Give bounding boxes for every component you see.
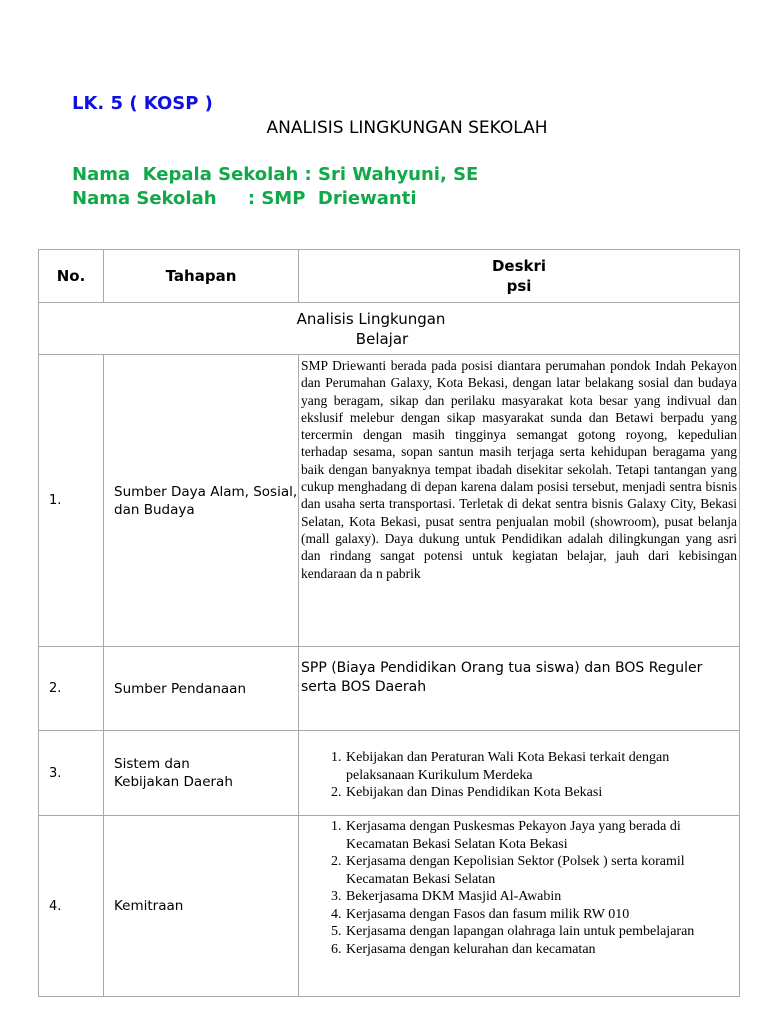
list-item: 2. Kebijakan dan Dinas Pendidikan Kota Bekasi xyxy=(345,784,739,802)
header-no: No. xyxy=(39,250,104,303)
row-tahapan: Kemitraan xyxy=(104,816,299,997)
school-name: Nama Sekolah : SMP Driewanti xyxy=(72,188,417,209)
list-item: 3. Bekerjasama DKM Masjid Al-Awabin xyxy=(345,888,739,906)
document-title: ANALISIS LINGKUNGAN SEKOLAH xyxy=(266,118,548,138)
row-tahapan xyxy=(104,731,299,816)
section-title-line-2: Belajar xyxy=(355,329,409,348)
row-number: 2. xyxy=(39,647,104,731)
row-number: 4. xyxy=(39,816,104,997)
row-description: SMP Driewanti berada pada posisi diantara perumahan pondok Indah Pekayon dan Perumahan Galaxy, Kota Bekasi, dengan latar belakang sosial dan budaya yang beragam, sikap dan perilaku masyarakat kota besar yang indivual dan ekslusif melebur dengan sikap masyarakat sunda dan Betawi berpadu yang tercermin dengan masih tingginya semangat gotong royong, kepedulian terhadap sesama, sopan santun masih terjaga serta kehidupan beragama yang baik dengan banyaknya tempat ibadah disekitar sekolah. Tetapi tantangan yang cukup menghadang di depan karena dalam posisi tersebut, menjadi sentra bisnis dan usaha serta transportasi. Terletak di dekat sentra bisnis Galaxy City, Bekasi Selatan, Kota Bekasi, pusat sentra penjualan mobil (showroom), pusat belanja (mall galaxy). Daya dukung untuk Pendidikan adalah dilingkungan yang asri dan rindang sangat potensi untuk kegiatan belajar, jauh dari kebisingan kendaraan da n pabrik xyxy=(299,355,740,647)
list-item: 1. Kerjasama dengan Puskesmas Pekayon Jaya yang berada di Kecamatan Bekasi Selatan Kota Bekasi xyxy=(345,818,739,853)
policy-list xyxy=(299,749,739,802)
document-code: LK. 5 ( KOSP ) xyxy=(72,93,213,114)
section-row xyxy=(39,303,740,355)
row-description xyxy=(299,731,740,816)
partnership-list xyxy=(299,818,739,958)
principal-name: Nama Kepala Sekolah : Sri Wahyuni, SE xyxy=(72,164,479,185)
row-description xyxy=(299,816,740,997)
list-item: 5. Kerjasama dengan lapangan olahraga lain untuk pembelajaran xyxy=(345,923,739,941)
header-deskripsi-line-1: Deskri xyxy=(491,257,547,275)
row-number: 3. xyxy=(39,731,104,816)
row-description: SPP (Biaya Pendidikan Orang tua siswa) dan BOS Reguler serta BOS Daerah xyxy=(299,647,740,731)
header-deskripsi-line-2: psi xyxy=(506,277,532,295)
list-item: 4. Kerjasama dengan Fasos dan fasum milik RW 010 xyxy=(345,906,739,924)
row-tahapan: Sumber Pendanaan xyxy=(104,647,299,731)
table-row xyxy=(39,731,740,816)
row-tahapan: Sumber Daya Alam, Sosial, dan Budaya xyxy=(104,355,299,647)
table-row xyxy=(39,355,740,647)
table-row xyxy=(39,816,740,997)
section-title-line-1: Analisis Lingkungan xyxy=(296,309,446,328)
header-tahapan: Tahapan xyxy=(104,250,299,303)
analysis-table xyxy=(38,249,740,997)
row-tahapan-line-1: Sistem dan xyxy=(114,756,190,772)
table-header-row xyxy=(39,250,740,303)
list-item: 1. Kebijakan dan Peraturan Wali Kota Bekasi terkait dengan pelaksanaan Kurikulum Merdeka xyxy=(345,749,739,784)
list-item: 6. Kerjasama dengan kelurahan dan kecamatan xyxy=(345,941,739,959)
row-tahapan-line-2: Kebijakan Daerah xyxy=(114,774,233,790)
section-title xyxy=(39,303,740,355)
header-deskripsi xyxy=(299,250,740,303)
list-item: 2. Kerjasama dengan Kepolisian Sektor (Polsek ) serta koramil Kecamatan Bekasi Selatan xyxy=(345,853,739,888)
row-number: 1. xyxy=(39,355,104,647)
table-row xyxy=(39,647,740,731)
